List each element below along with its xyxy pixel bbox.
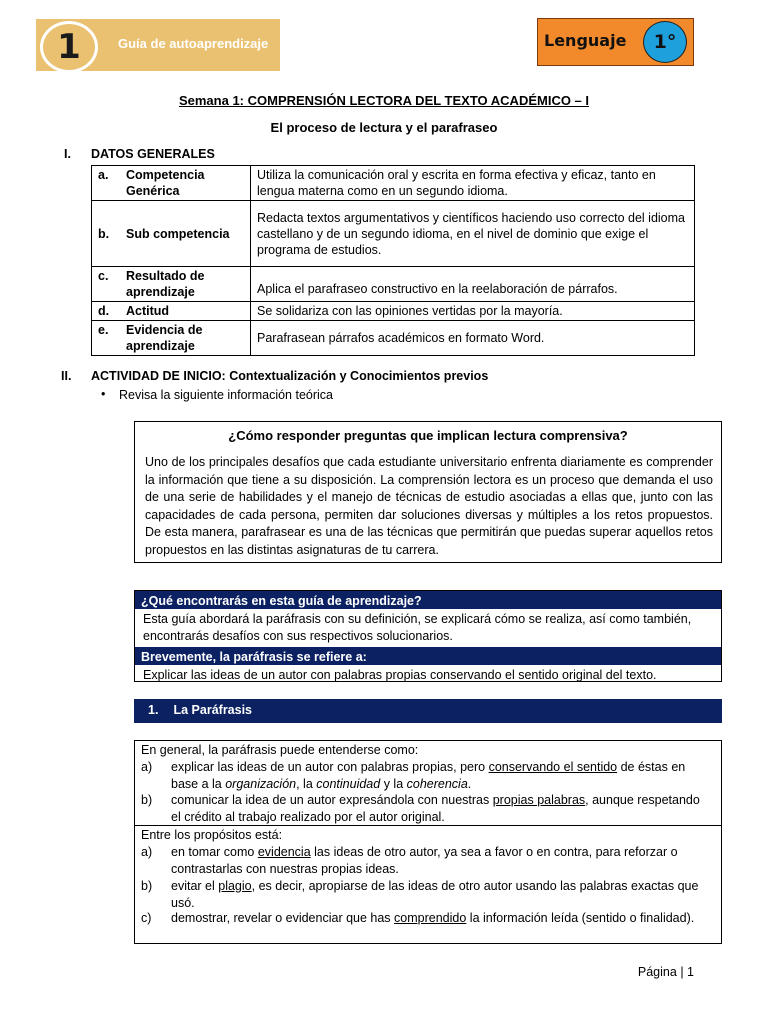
section1-number: I. [64, 147, 71, 161]
table-row [92, 166, 695, 201]
text-part: y la [380, 776, 407, 791]
row-label: Sub competencia [126, 226, 230, 241]
underlined-text: conservando el sentido [488, 760, 618, 774]
row-key: e. [98, 323, 109, 337]
definition-item-a [141, 759, 713, 792]
row-key: a. [98, 168, 109, 182]
list-marker: b) [141, 879, 153, 893]
row-value: Aplica el parafraseo constructivo en la reelaboración de párrafos. [251, 267, 695, 302]
guide-number: 1 [40, 21, 98, 73]
page-number: 1 [687, 965, 694, 979]
text-part: explicar las ideas de un autor con palabras propias, pero [171, 760, 489, 774]
text-part: evitar el [171, 879, 219, 893]
purposes-intro: Entre los propósitos está: [141, 828, 283, 842]
text-part: , es decir, apropiarse de las ideas de otro autor usando las palabras exactas que usó. [171, 879, 699, 910]
table-row [92, 302, 695, 321]
guide-summary-box [134, 590, 722, 682]
text-part: de éstas en base a la [171, 760, 686, 791]
definition-item-b [141, 792, 713, 825]
list-marker: a) [141, 845, 153, 859]
row-key: b. [98, 226, 110, 241]
section-heading: La Paráfrasis [173, 703, 253, 717]
row-label: Competencia Genérica [126, 168, 205, 198]
italic-text: organización [225, 776, 297, 791]
summary-bar-heading: ¿Qué encontrarás en esta guía de aprendizaje? [135, 591, 721, 609]
table-row [92, 321, 695, 356]
row-label: Actitud [126, 304, 170, 318]
summary-text: Esta guía abordará la paráfrasis con su definición, se explicará cómo se realiza, así como también, encontrarás desafíos con sus respectivos solucionarios. [143, 612, 692, 643]
paraphrase-definition-box [134, 740, 722, 944]
text-part: las ideas de otro autor, ya sea a favor o en contra, para reforzar o contrastarlas con nuestras propias ideas. [171, 845, 678, 876]
subject-label: Lenguaje [544, 31, 627, 50]
row-value: Parafrasean párrafos académicos en formato Word. [251, 321, 695, 356]
bullet-icon: • [101, 387, 106, 401]
list-marker: c) [141, 911, 152, 925]
general-data-table [91, 165, 695, 356]
bullet-text: Revisa la siguiente información teórica [119, 388, 333, 402]
text-part: comunicar la idea de un autor expresándola con nuestras [171, 793, 493, 807]
text-part: en tomar como [171, 845, 258, 859]
grade-circle: 1° [643, 21, 687, 63]
page-label: Página [637, 965, 677, 979]
purpose-item-c [141, 910, 713, 927]
section2-heading: ACTIVIDAD DE INICIO: Contextualización y Conocimientos previos [91, 369, 489, 383]
italic-text: continuidad [316, 776, 381, 791]
page-subtitle: El proceso de lectura y el parafraseo [270, 120, 498, 135]
box-paragraph: Uno de los principales desafíos que cada estudiante universitario enfrenta diariamente es comprender la información que tiene a su disposición. La comprensión lectora es un proceso que demanda el uso de una serie de habilidades y el manejo de técnicas de estudio asociadas a ellas que, junto con las capacidades de cada persona, permiten dar soluciones diversas y múltiples a los retos propuestos. De esta manera, parafrasear es una de las técnicas que permitirán que puedas superar aquellos retos propuestos en las distintas asignaturas de tu carrera. [145, 455, 713, 557]
section-bar [134, 699, 722, 723]
row-value: Redacta textos argumentativos y científicos haciendo uso correcto del idioma castellano y de un segundo idioma, en el nivel de dominio que exige el programa de estudios. [251, 201, 695, 267]
list-marker: a) [141, 760, 153, 774]
underlined-text: comprendido [394, 911, 467, 925]
text-part: , la [296, 776, 317, 791]
text-part: demostrar, revelar o evidenciar que has [171, 911, 395, 925]
subject-badge [537, 18, 694, 66]
page-title: Semana 1: COMPRENSIÓN LECTORA DEL TEXTO ACADÉMICO – I [178, 93, 590, 108]
text-part: , aunque respetando el crédito al trabajo realizado por el autor original. [171, 793, 700, 824]
underlined-text: evidencia [257, 845, 311, 859]
definition-intro: En general, la paráfrasis puede entenderse como: [141, 743, 419, 757]
purpose-item-a [141, 844, 713, 877]
row-value: Se solidariza con las opiniones vertidas por la mayoría. [251, 302, 695, 321]
row-key: d. [98, 304, 110, 318]
definition-bar-heading: Brevemente, la paráfrasis se refiere a: [135, 647, 721, 665]
text-part: . [467, 776, 472, 791]
page-separator: | [680, 965, 684, 979]
list-marker: b) [141, 793, 153, 807]
row-label: Evidencia de aprendizaje [126, 323, 203, 353]
row-key: c. [98, 269, 109, 283]
guide-badge [36, 19, 280, 71]
text-part: la información leída (sentido o finalidad). [466, 911, 695, 925]
section1-heading: DATOS GENERALES [91, 147, 215, 161]
table-row [92, 267, 695, 302]
purpose-item-b [141, 878, 713, 911]
divider [135, 825, 721, 826]
underlined-text: propias palabras [492, 793, 586, 807]
reading-comprehension-box [134, 421, 722, 563]
box-heading: ¿Cómo responder preguntas que implican lectura comprensiva? [228, 428, 628, 443]
underlined-text: plagio [218, 879, 252, 893]
table-row [92, 201, 695, 267]
guide-label: Guía de autoaprendizaje [118, 36, 269, 51]
italic-text: coherencia [406, 776, 468, 791]
row-value: Utiliza la comunicación oral y escrita en forma efectiva y eficaz, tanto en lengua materna como en un segundo idioma. [251, 166, 695, 201]
section-number: 1. [148, 703, 159, 717]
section2-number: II. [61, 369, 72, 383]
page-footer [638, 965, 694, 979]
definition-text: Explicar las ideas de un autor con palabras propias conservando el sentido original del texto. [143, 668, 657, 682]
row-label: Resultado de aprendizaje [126, 269, 205, 299]
